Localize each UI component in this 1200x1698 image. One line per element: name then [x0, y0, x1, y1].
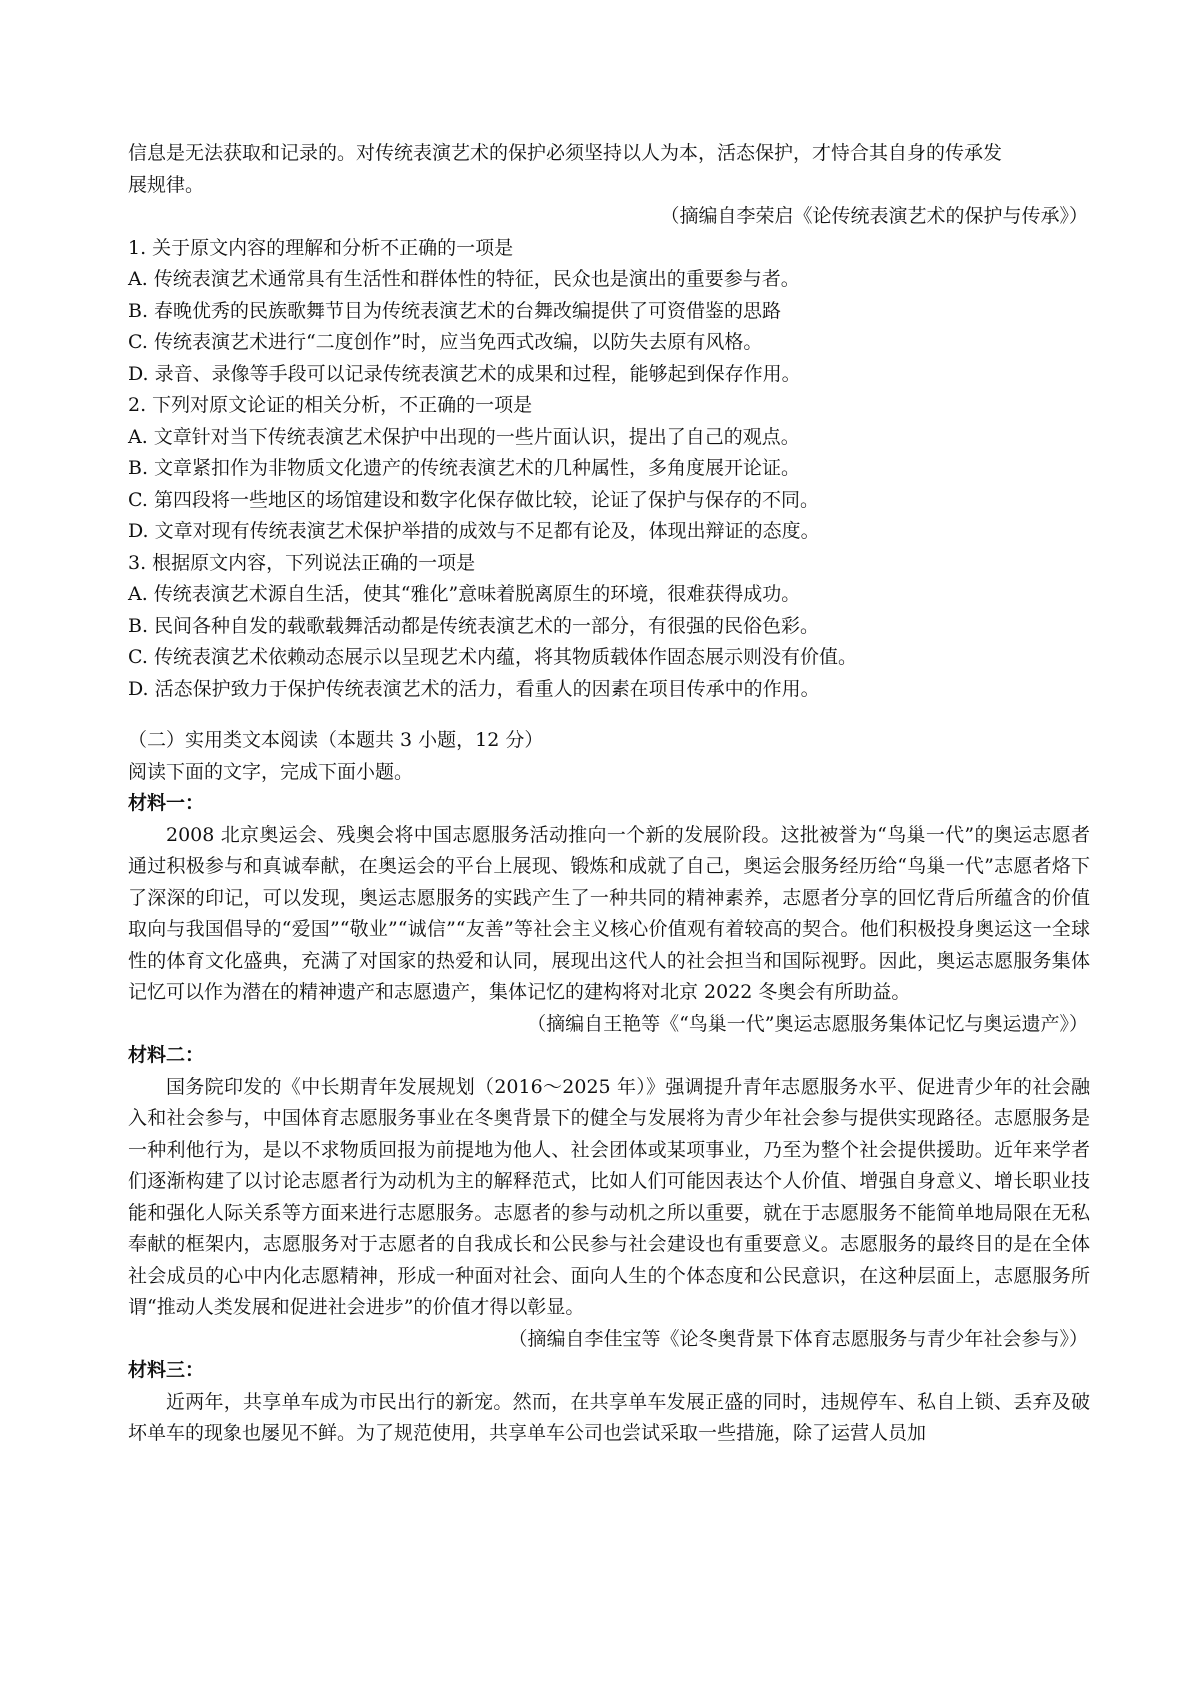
- fragment-line-1: 信息是无法获取和记录的。对传统表演艺术的保护必须坚持以人为本，活态保护，才恃合其自身的传承发: [128, 142, 1003, 164]
- material-source: （摘编自李佳宝等《论冬奥背景下体育志愿服务与青少年社会参与》）: [508, 1327, 1088, 1350]
- material-2: [128, 1040, 1090, 1355]
- material-text: 近两年，共享单车成为市民出行的新宠。然而，在共享单车发展正盛的同时，违规停车、私自上锁、丢弃及破坏单车的现象也屡见不鲜。为了规范使用，共享单车公司也尝试采取一些措施，除了运营人员加: [128, 1390, 1090, 1444]
- option-a: A. 传统表演艺术源自生活，使其“雅化”意味着脱离原生的环境，很难获得成功。: [128, 583, 801, 605]
- option-c: C. 第四段将一些地区的场馆建设和数字化保存做比较，论证了保护与保存的不同。: [128, 488, 819, 511]
- section-title: （二）实用类文本阅读（本题共 3 小题，12 分）: [128, 729, 544, 751]
- section-instruction: 阅读下面的文字，完成下面小题。: [128, 760, 414, 783]
- question-stem: 1. 关于原文内容的理解和分析不正确的一项是: [128, 236, 514, 259]
- fragment-source: （摘编自李荣启《论传统表演艺术的保护与传承》）: [660, 205, 1088, 227]
- option-b: B. 文章紧扣作为非物质文化遗产的传统表演艺术的几种属性，多角度展开论证。: [128, 457, 801, 479]
- top-fragment: [128, 138, 1090, 233]
- option-a: A. 文章针对当下传统表演艺术保护中出现的一些片面认识，提出了自己的观点。: [128, 425, 800, 448]
- material-text: 2008 北京奥运会、残奥会将中国志愿服务活动推向一个新的发展阶段。这批被誉为“鸟巢一代”的奥运志愿者通过积极参与和真诚奉献，在奥运会的平台上展现、锻炼和成就了自己，奥运会服务经历给“鸟巢一代”志愿者烙下了深深的印记，可以发现，奥运志愿服务的实践产生了一种共同的精神素养，志愿者分享的回忆背后所蕴含的价值取向与我国倡导的“爱国”“敬业”“诚信”“友善”等社会主义核心价值观有着较高的契合。他们积极投身奥运这一全球性的体育文化盛典，充满了对国家的热爱和认同，展现出这代人的社会担当和国际视野。因此，奥运志愿服务集体记忆可以作为潜在的精神遗产和志愿遗产，集体记忆的建构将对北京 2022 冬奥会有所助益。: [128, 823, 1090, 1003]
- question-2: [128, 390, 1090, 548]
- fragment-line-2: 展规律。: [128, 173, 205, 196]
- material-heading: 材料三：: [128, 1359, 205, 1381]
- material-heading: 材料二：: [128, 1044, 205, 1066]
- section-gap: [128, 705, 1090, 725]
- option-c: C. 传统表演艺术依赖动态展示以呈现艺术内蕴，将其物质载体作固态展示则没有价值。: [128, 646, 857, 668]
- option-d: D. 文章对现有传统表演艺术保护举措的成效与不足都有论及，体现出辩证的态度。: [128, 520, 820, 542]
- option-a: A. 传统表演艺术通常具有生活性和群体性的特征，民众也是演出的重要参与者。: [128, 268, 800, 290]
- option-b: B. 民间各种自发的载歌载舞活动都是传统表演艺术的一部分，有很强的民俗色彩。: [128, 614, 820, 637]
- option-c: C. 传统表演艺术进行“二度创作”时，应当免西式改编，以防失去原有风格。: [128, 331, 763, 353]
- section-2: [128, 725, 1090, 788]
- material-heading: 材料一：: [128, 792, 205, 814]
- question-stem: 3. 根据原文内容，下列说法正确的一项是: [128, 551, 476, 574]
- option-d: D. 活态保护致力于保护传统表演艺术的活力，看重人的因素在项目传承中的作用。: [128, 677, 820, 700]
- option-b: B. 春晚优秀的民族歌舞节目为传统表演艺术的台舞改编提供了可资借鉴的思路: [128, 299, 782, 322]
- question-3: [128, 548, 1090, 706]
- question-stem: 2. 下列对原文论证的相关分析，不正确的一项是: [128, 394, 533, 416]
- question-1: [128, 233, 1090, 391]
- material-3: [128, 1355, 1090, 1450]
- material-source: （摘编自王艳等《“鸟巢一代”奥运志愿服务集体记忆与奥运遗产》）: [527, 1012, 1088, 1035]
- material-1: [128, 788, 1090, 1040]
- option-d: D. 录音、录像等手段可以记录传统表演艺术的成果和过程，能够起到保存作用。: [128, 362, 801, 385]
- material-text: 国务院印发的《中长期青年发展规划（2016～2025 年）》强调提升青年志愿服务水平、促进青少年的社会融入和社会参与，中国体育志愿服务事业在冬奥背景下的健全与发展将为青少年社会参与提供实现路径。志愿服务是一种利他行为，是以不求物质回报为前提地为他人、社会团体或某项事业，乃至为整个社会提供援助。近年来学者们逐渐构建了以讨论志愿者行为动机为主的解释范式，比如人们可能因表达个人价值、增强自身意义、增长职业技能和强化人际关系等方面来进行志愿服务。志愿者的参与动机之所以重要，就在于志愿服务不能简单地局限在无私奉献的框架内，志愿服务对于志愿者的自我成长和公民参与社会建设也有重要意义。志愿服务的最终目的是在全体社会成员的心中内化志愿精神，形成一种面对社会、面向人生的个体态度和公民意识，在这种层面上，志愿服务所谓“推动人类发展和促进社会进步”的价值才得以彰显。: [128, 1075, 1090, 1318]
